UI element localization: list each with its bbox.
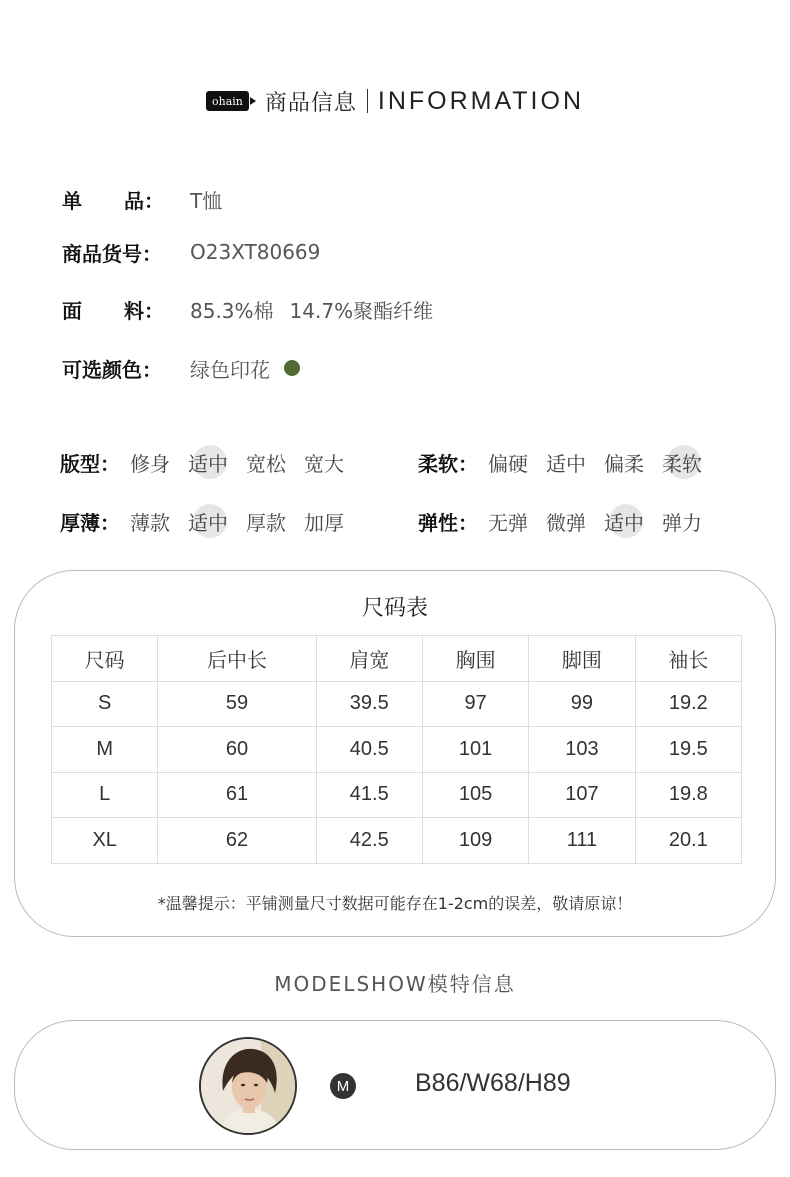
model-size-badge: M (330, 1073, 356, 1099)
table-cell: 61 (158, 772, 316, 818)
table-header-cell: 脚围 (529, 636, 635, 682)
table-row (52, 727, 742, 773)
table-header-cell: 胸围 (422, 636, 528, 682)
attr-option: 加厚 (304, 510, 344, 535)
info-row-fabric (62, 294, 433, 324)
table-cell: 109 (422, 818, 528, 864)
attr-option-selected: 柔软 (662, 448, 702, 477)
header-title-en: INFORMATION (377, 86, 585, 115)
info-value-sku: O23XT80669 (190, 240, 321, 264)
info-row-item (62, 184, 222, 214)
attr-option: 偏硬 (488, 451, 528, 476)
attr-elasticity (418, 506, 720, 536)
attr-label-softness: 柔软： (418, 451, 478, 476)
table-header-cell: 肩宽 (316, 636, 422, 682)
table-cell: 97 (422, 681, 528, 727)
attr-option-selected: 适中 (604, 507, 644, 536)
info-label-fabric: 面 料： (62, 298, 164, 323)
attr-option: 弹力 (662, 510, 702, 535)
attr-option: 薄款 (130, 510, 170, 535)
size-chart-note: *温馨提示：平铺测量尺寸数据可能存在1-2cm的误差，敬请原谅！ (157, 894, 633, 913)
info-label-sku: 商品货号： (62, 241, 162, 266)
info-value-item: T恤 (190, 188, 223, 213)
model-avatar (199, 1037, 297, 1135)
table-cell: 40.5 (316, 727, 422, 773)
info-value-color: 绿色印花 (190, 354, 300, 383)
attr-option-selected: 适中 (188, 507, 228, 536)
table-cell: XL (52, 818, 158, 864)
size-table (51, 635, 742, 864)
info-row-color (62, 353, 300, 383)
table-row (52, 772, 742, 818)
table-cell: 19.8 (635, 772, 741, 818)
model-measurements: B86/W68/H89 (415, 1069, 571, 1097)
info-label-item: 单 品： (62, 188, 164, 213)
model-portrait-icon (201, 1039, 297, 1135)
attr-option: 无弹 (488, 510, 528, 535)
attr-label-thickness: 厚薄： (60, 510, 120, 535)
attr-option: 厚款 (246, 510, 286, 535)
table-cell: 99 (529, 681, 635, 727)
table-cell: 19.2 (635, 681, 741, 727)
table-header-row (52, 636, 742, 682)
table-cell: S (52, 681, 158, 727)
table-cell: 62 (158, 818, 316, 864)
attr-option: 修身 (130, 451, 170, 476)
attr-option: 适中 (546, 451, 586, 476)
table-cell: 39.5 (316, 681, 422, 727)
attr-thickness (60, 506, 362, 536)
attr-option: 微弹 (546, 510, 586, 535)
info-label-color: 可选颜色： (62, 357, 162, 382)
attr-option: 偏柔 (604, 451, 644, 476)
attr-option: 宽大 (304, 451, 344, 476)
table-cell: 41.5 (316, 772, 422, 818)
attr-fit (60, 447, 362, 477)
table-cell: 59 (158, 681, 316, 727)
section-header (0, 85, 790, 117)
table-cell: 20.1 (635, 818, 741, 864)
table-cell: 103 (529, 727, 635, 773)
table-cell: 42.5 (316, 818, 422, 864)
header-title-cn: 商品信息 (264, 90, 357, 116)
table-cell: 101 (422, 727, 528, 773)
table-cell: M (52, 727, 158, 773)
header-divider (367, 89, 368, 113)
brand-logo: ohain (206, 91, 249, 111)
attr-option-selected: 适中 (188, 448, 228, 477)
info-value-fabric: 85.3%棉 14.7%聚酯纤维 (190, 298, 434, 323)
table-cell: L (52, 772, 158, 818)
size-chart-card (14, 570, 776, 937)
table-cell: 19.5 (635, 727, 741, 773)
table-cell: 105 (422, 772, 528, 818)
table-cell: 107 (529, 772, 635, 818)
table-row (52, 818, 742, 864)
attr-label-elasticity: 弹性： (418, 510, 478, 535)
table-header-cell: 袖长 (635, 636, 741, 682)
model-section-title: MODELSHOW模特信息 (274, 972, 516, 996)
attr-option: 宽松 (246, 451, 286, 476)
table-header-cell: 尺码 (52, 636, 158, 682)
table-header-cell: 后中长 (158, 636, 316, 682)
color-swatch (284, 360, 300, 376)
table-cell: 60 (158, 727, 316, 773)
attr-softness (418, 447, 720, 477)
attr-label-fit: 版型： (60, 451, 120, 476)
size-chart-title: 尺码表 (361, 596, 428, 621)
table-row (52, 681, 742, 727)
table-cell: 111 (529, 818, 635, 864)
info-row-sku (62, 237, 320, 267)
model-card (14, 1020, 776, 1150)
